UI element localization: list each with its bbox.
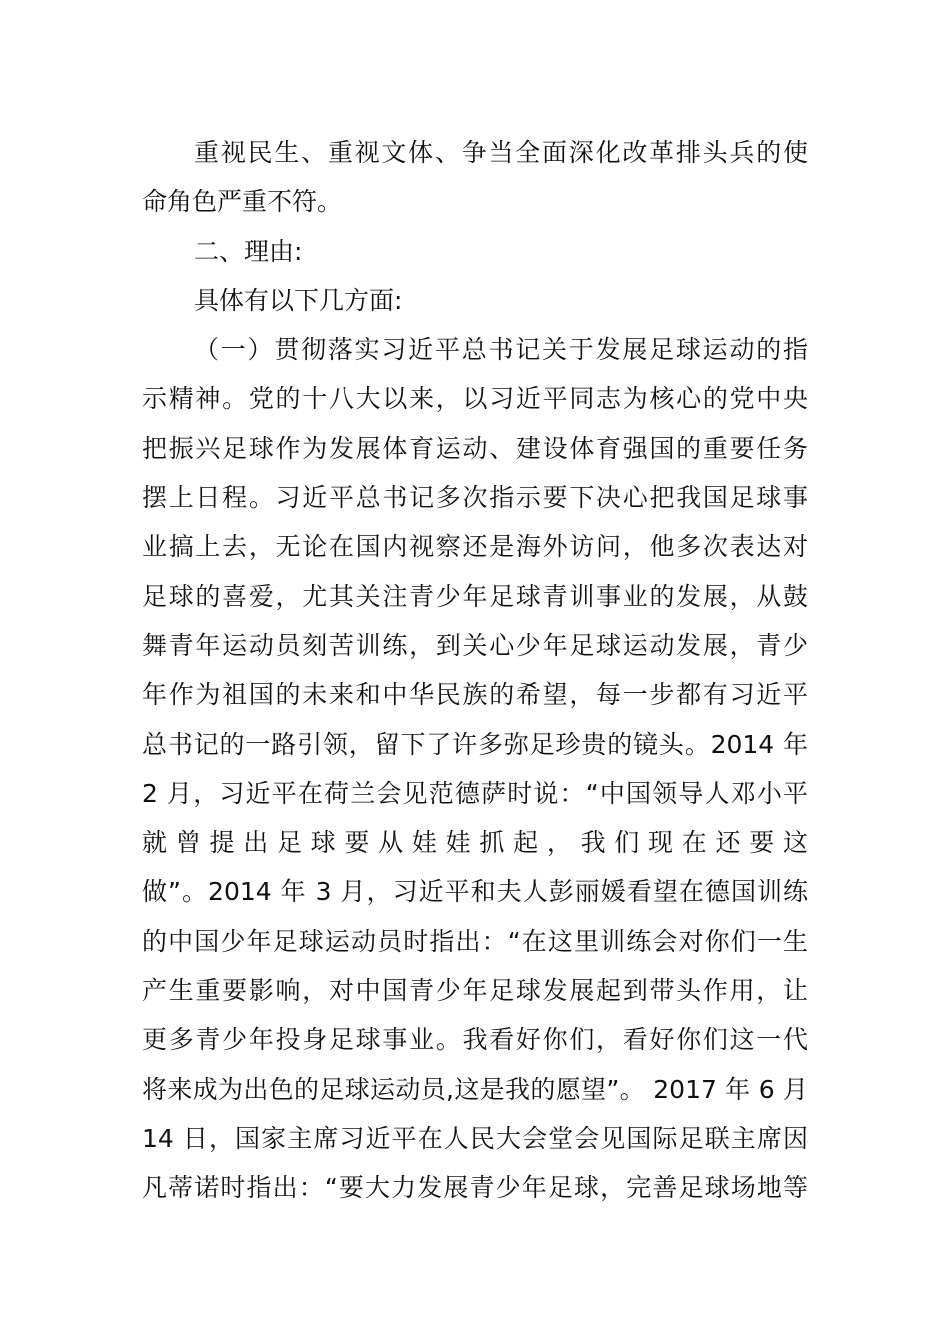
text-line: 将来成为出色的足球运动员,这是我的愿望”。 2017 年 6 月 — [142, 1074, 808, 1104]
text-line: 的中国少年足球运动员时指出：“在这里训练会对你们一生 — [142, 926, 808, 956]
text-line: 年作为祖国的未来和中华民族的希望，每一步都有习近平 — [142, 680, 808, 710]
text-line: 凡蒂诺时指出：“要大力发展青少年足球，完善足球场地等 — [142, 1173, 808, 1203]
document-body — [142, 128, 808, 1213]
text-line: 摆上日程。习近平总书记多次指示要下决心把我国足球事 — [142, 483, 808, 513]
text-line: 把振兴足球作为发展体育运动、建设体育强国的重要任务 — [142, 433, 808, 463]
text-line: 产生重要影响，对中国青少年足球发展起到带头作用，让 — [142, 976, 808, 1006]
text-line: 示精神。党的十八大以来，以习近平同志为核心的党中央 — [142, 384, 808, 414]
text-line: 总书记的一路引领，留下了许多弥足珍贵的镜头。2014 年 — [142, 729, 808, 759]
subsection-heading-line: （一）贯彻落实习近平总书记关于发展足球运动的指 — [194, 335, 808, 365]
text-line: 舞青年运动员刻苦训练，到关心少年足球运动发展，青少 — [142, 630, 808, 660]
section-heading: 二、理由: — [194, 236, 303, 266]
text-line: 14 日，国家主席习近平在人民大会堂会见国际足联主席因 — [142, 1123, 808, 1153]
text-line: 命角色严重不符。 — [142, 187, 343, 217]
text-line: 业搞上去，无论在国内视察还是海外访问，他多次表达对 — [142, 532, 808, 562]
text-line: 重视民生、重视文体、争当全面深化改革排头兵的使 — [194, 138, 808, 167]
text-line: 2 月，习近平在荷兰会见范德萨时说：“中国领导人邓小平 — [142, 778, 808, 808]
text-line: 更多青少年投身足球事业。我看好你们，看好你们这一代 — [142, 1025, 808, 1055]
text-line: 就 曾 提 出 足 球 要 从 娃 娃 抓 起 ， 我 们 现 在 还 要 这 — [142, 828, 808, 858]
text-line: 足球的喜爱，尤其关注青少年足球青训事业的发展，从鼓 — [142, 581, 808, 611]
text-line: 做”。2014 年 3 月，习近平和夫人彭丽媛看望在德国训练 — [142, 877, 808, 907]
text-line: 具体有以下几方面: — [194, 285, 403, 315]
